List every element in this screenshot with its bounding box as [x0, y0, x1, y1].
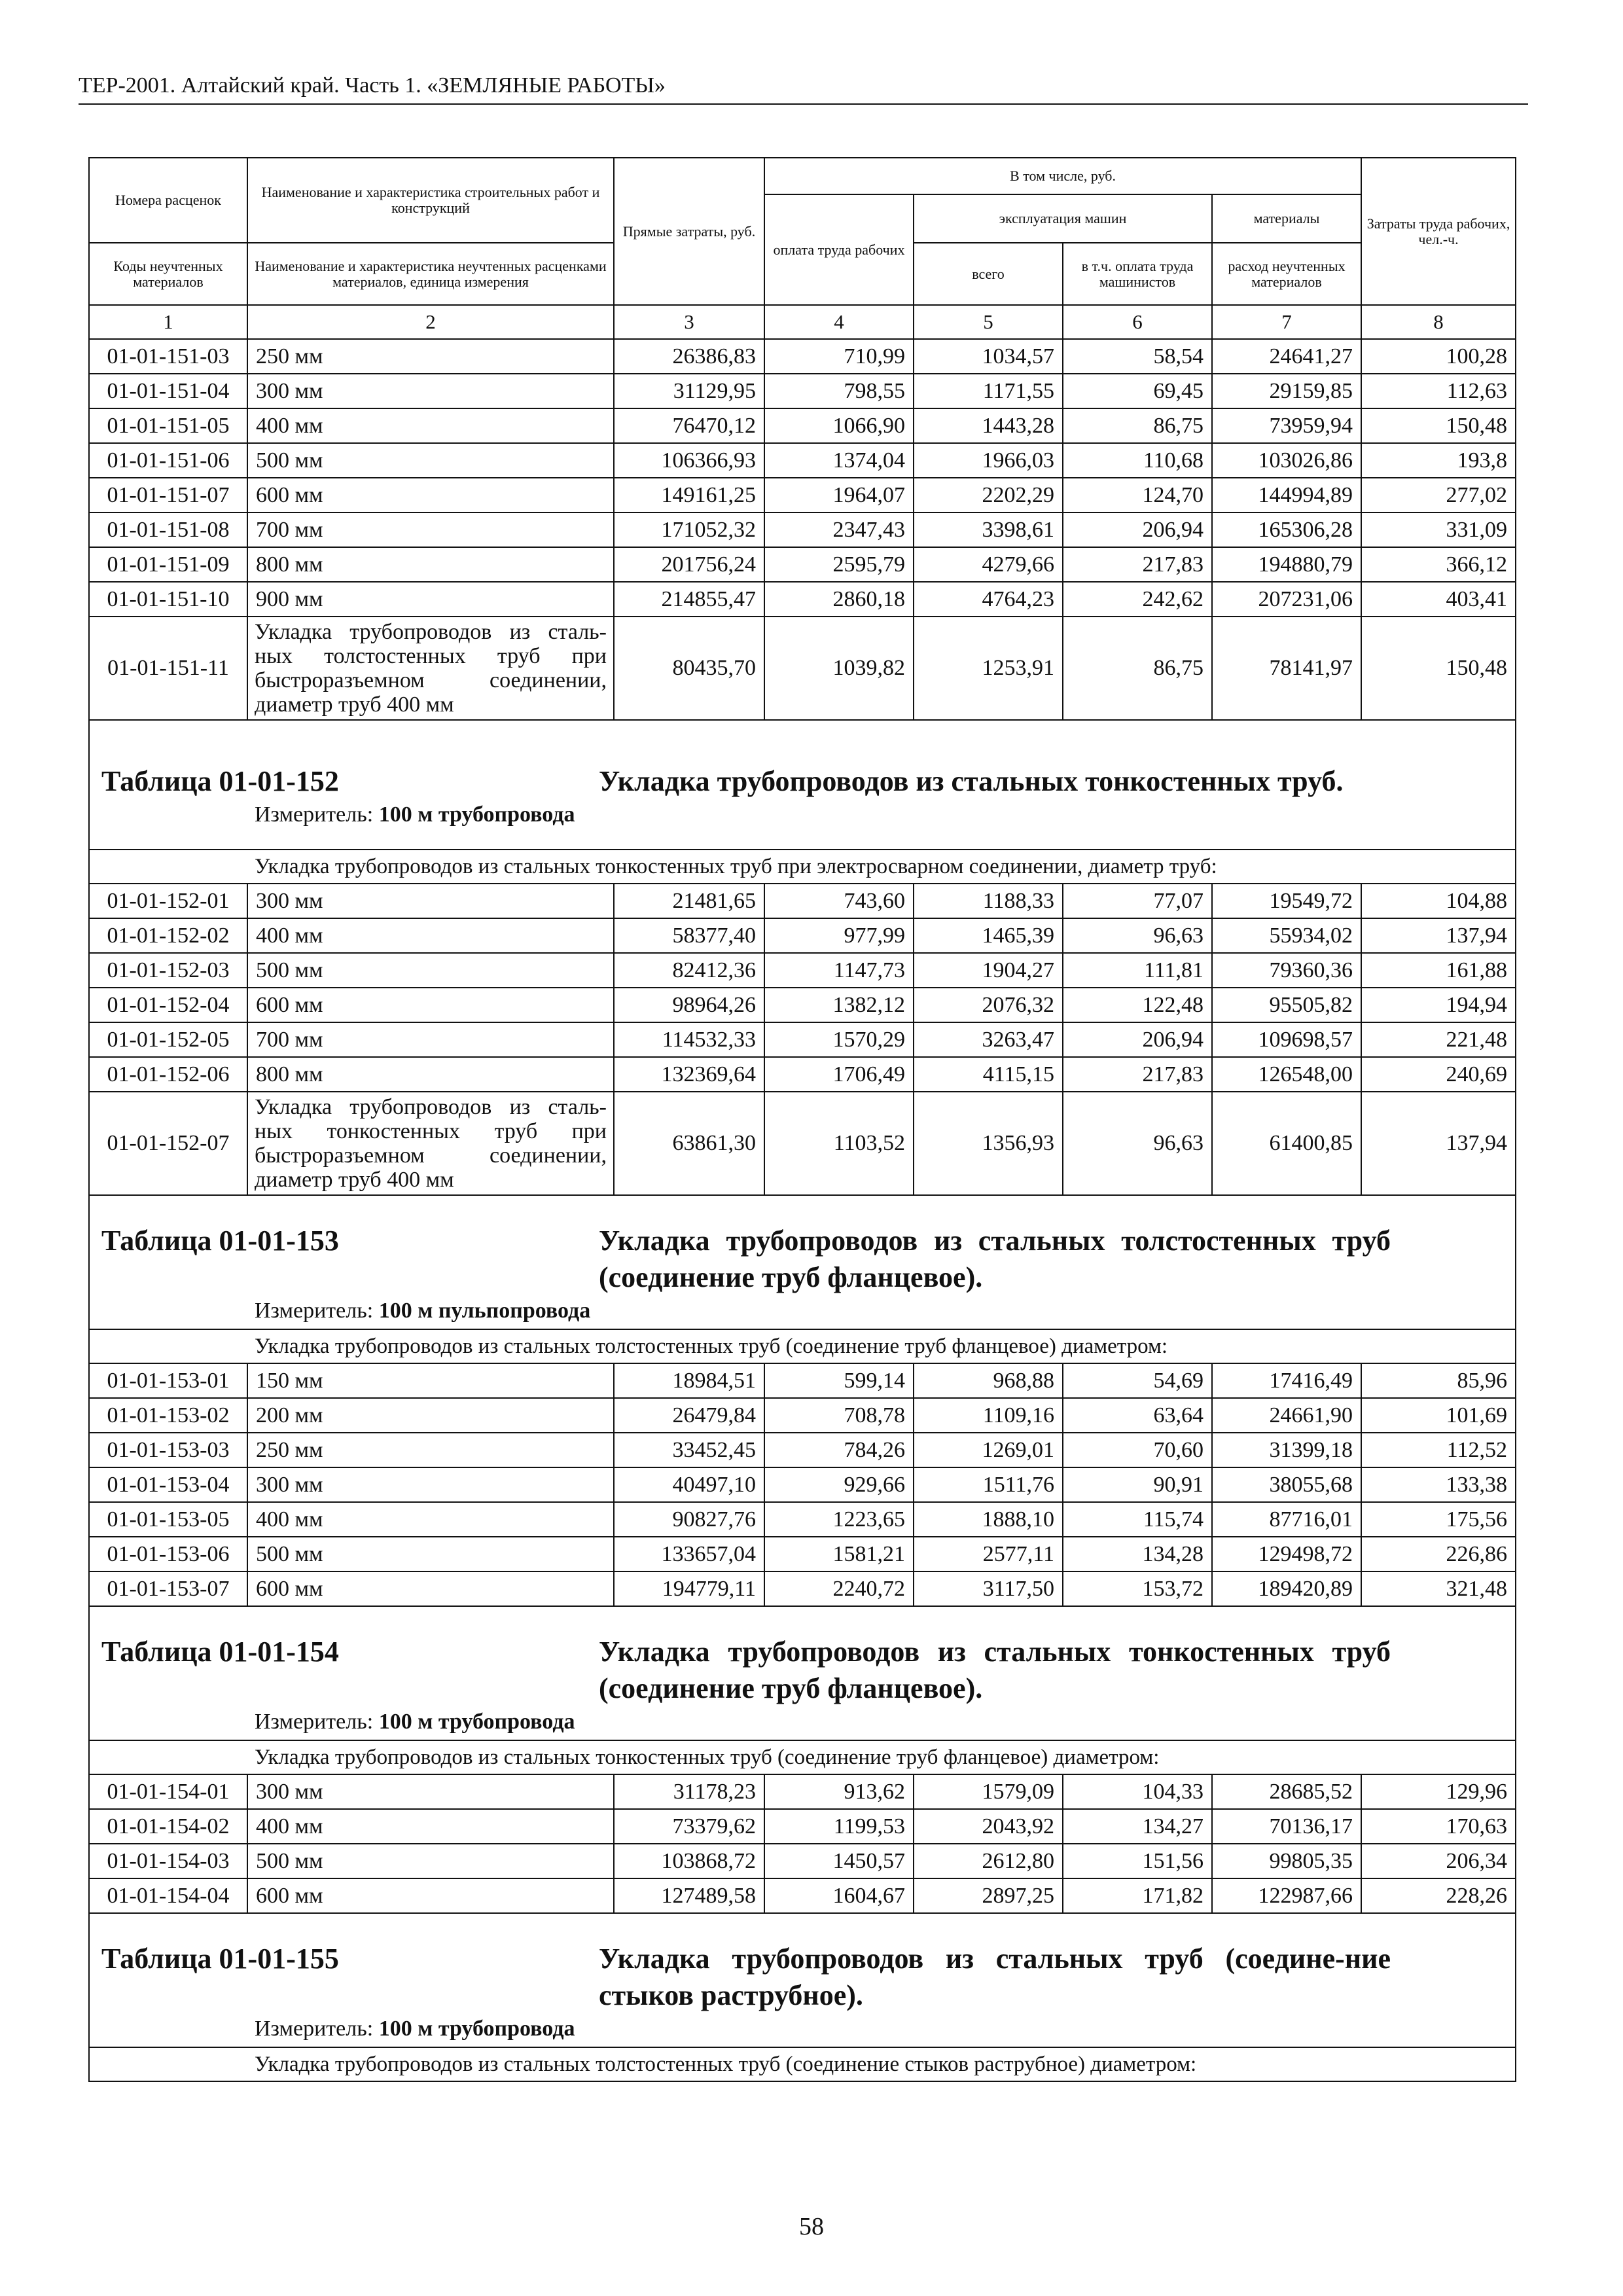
- rate-code-cell: 01-01-152-07: [89, 1092, 247, 1195]
- machines-total-cell: 4764,23: [914, 582, 1063, 617]
- table-row: [89, 339, 1516, 374]
- measure-label: Измеритель:: [255, 1709, 374, 1734]
- direct-costs-cell: 214855,47: [614, 582, 764, 617]
- machines-total-cell: 1904,27: [914, 953, 1063, 988]
- worker-pay-cell: 1450,57: [764, 1844, 914, 1878]
- table-row: [89, 1022, 1516, 1057]
- direct-costs-cell: 31129,95: [614, 374, 764, 408]
- work-name-cell: 150 мм: [247, 1363, 614, 1398]
- operator-pay-cell: 153,72: [1063, 1571, 1212, 1606]
- operator-pay-cell: 86,75: [1063, 617, 1212, 720]
- worker-pay-cell: 977,99: [764, 918, 914, 953]
- materials-cost-cell: 99805,35: [1212, 1844, 1361, 1878]
- table-row: [89, 408, 1516, 443]
- labor-hours-cell: 112,52: [1361, 1433, 1516, 1467]
- worker-pay-cell: 1223,65: [764, 1502, 914, 1537]
- rate-code-cell: 01-01-154-01: [89, 1774, 247, 1809]
- labor-hours-cell: 112,63: [1361, 374, 1516, 408]
- labor-hours-cell: 150,48: [1361, 617, 1516, 720]
- rows-153: [89, 1363, 1516, 1606]
- work-name-cell: Укладка трубопроводов из сталь-ных толстостенных труб при быстроразъемном соединении, диаметр труб 400 мм: [247, 617, 614, 720]
- machines-total-cell: 2076,32: [914, 988, 1063, 1022]
- table-row: [89, 1878, 1516, 1913]
- table-row: [89, 884, 1516, 918]
- table-155-group-heading: Укладка трубопроводов из стальных толстостенных труб (соединение стыков раструбное) диаметром:: [89, 2047, 1516, 2081]
- rate-code-cell: 01-01-154-03: [89, 1844, 247, 1878]
- col-number: 8: [1361, 305, 1516, 339]
- materials-cost-cell: 144994,89: [1212, 478, 1361, 512]
- worker-pay-cell: 798,55: [764, 374, 914, 408]
- materials-cost-cell: 126548,00: [1212, 1057, 1361, 1092]
- work-name-cell: 300 мм: [247, 884, 614, 918]
- work-name-cell: 300 мм: [247, 1467, 614, 1502]
- machines-total-cell: 3263,47: [914, 1022, 1063, 1057]
- machines-total-cell: 1443,28: [914, 408, 1063, 443]
- col-number: 5: [914, 305, 1063, 339]
- machines-total-cell: 4279,66: [914, 547, 1063, 582]
- machines-total-cell: 3398,61: [914, 512, 1063, 547]
- work-name-cell: 700 мм: [247, 512, 614, 547]
- direct-costs-cell: 82412,36: [614, 953, 764, 988]
- labor-hours-cell: 104,88: [1361, 884, 1516, 918]
- operator-pay-cell: 242,62: [1063, 582, 1212, 617]
- worker-pay-cell: 1039,82: [764, 617, 914, 720]
- rate-code-cell: 01-01-154-02: [89, 1809, 247, 1844]
- header-worker-pay: оплата труда рабочих: [764, 194, 914, 305]
- direct-costs-cell: 63861,30: [614, 1092, 764, 1195]
- labor-hours-cell: 193,8: [1361, 443, 1516, 478]
- materials-cost-cell: 207231,06: [1212, 582, 1361, 617]
- price-table: [88, 157, 1516, 2082]
- machines-total-cell: 1579,09: [914, 1774, 1063, 1809]
- materials-cost-cell: 73959,94: [1212, 408, 1361, 443]
- direct-costs-cell: 40497,10: [614, 1467, 764, 1502]
- operator-pay-cell: 104,33: [1063, 1774, 1212, 1809]
- materials-cost-cell: 55934,02: [1212, 918, 1361, 953]
- labor-hours-cell: 161,88: [1361, 953, 1516, 988]
- materials-cost-cell: 24661,90: [1212, 1398, 1361, 1433]
- labor-hours-cell: 150,48: [1361, 408, 1516, 443]
- work-name-cell: 600 мм: [247, 1571, 614, 1606]
- direct-costs-cell: 26386,83: [614, 339, 764, 374]
- measure-value: 100 м трубопровода: [378, 2016, 575, 2041]
- table-152-measure: [90, 800, 1515, 831]
- materials-cost-cell: 29159,85: [1212, 374, 1361, 408]
- work-name-cell: 400 мм: [247, 408, 614, 443]
- direct-costs-cell: 31178,23: [614, 1774, 764, 1809]
- direct-costs-cell: 58377,40: [614, 918, 764, 953]
- labor-hours-cell: 170,63: [1361, 1809, 1516, 1844]
- machines-total-cell: 4115,15: [914, 1057, 1063, 1092]
- header-material-names: Наименование и характеристика неучтенных расценками материалов, единица измерения: [247, 243, 614, 305]
- direct-costs-cell: 106366,93: [614, 443, 764, 478]
- operator-pay-cell: 217,83: [1063, 1057, 1212, 1092]
- machines-total-cell: 1188,33: [914, 884, 1063, 918]
- machines-total-cell: 1269,01: [914, 1433, 1063, 1467]
- col-number: 7: [1212, 305, 1361, 339]
- table-153-description: Укладка трубопроводов из стальных толстостенных труб (соединение труб фланцевое).: [599, 1224, 1391, 1293]
- machines-total-cell: 1511,76: [914, 1467, 1063, 1502]
- operator-pay-cell: 69,45: [1063, 374, 1212, 408]
- work-name-cell: 400 мм: [247, 1502, 614, 1537]
- labor-hours-cell: 206,34: [1361, 1844, 1516, 1878]
- machines-total-cell: 1109,16: [914, 1398, 1063, 1433]
- rate-code-cell: 01-01-152-01: [89, 884, 247, 918]
- measure-label: Измеритель:: [255, 2016, 374, 2041]
- worker-pay-cell: 2595,79: [764, 547, 914, 582]
- operator-pay-cell: 171,82: [1063, 1878, 1212, 1913]
- table-row: [89, 1433, 1516, 1467]
- measure-label: Измеритель:: [255, 802, 374, 827]
- table-154-title: Таблица 01-01-154: [101, 1635, 339, 1668]
- work-name-cell: 700 мм: [247, 1022, 614, 1057]
- rate-code-cell: 01-01-152-04: [89, 988, 247, 1022]
- worker-pay-cell: 913,62: [764, 1774, 914, 1809]
- table-row: [89, 1809, 1516, 1844]
- worker-pay-cell: 599,14: [764, 1363, 914, 1398]
- table-row: [89, 1537, 1516, 1571]
- header-direct-costs: Прямые затраты, руб.: [614, 158, 764, 305]
- col-number: 4: [764, 305, 914, 339]
- materials-cost-cell: 70136,17: [1212, 1809, 1361, 1844]
- measure-value: 100 м трубопровода: [378, 802, 575, 827]
- header-rate-number: Номера расценок: [89, 158, 247, 243]
- rate-code-cell: 01-01-153-02: [89, 1398, 247, 1433]
- table-row: [89, 1467, 1516, 1502]
- rate-code-cell: 01-01-151-09: [89, 547, 247, 582]
- table-row: [89, 1398, 1516, 1433]
- operator-pay-cell: 115,74: [1063, 1502, 1212, 1537]
- running-header: ТЕР-2001. Алтайский край. Часть 1. «ЗЕМЛЯНЫЕ РАБОТЫ»: [79, 73, 1528, 105]
- work-name-cell: 500 мм: [247, 1537, 614, 1571]
- table-155-description: Укладка трубопроводов из стальных труб (соедине-ние стыков раструбное).: [599, 1942, 1391, 2011]
- table-row: [89, 1502, 1516, 1537]
- header-material-use: расход неучтенных материалов: [1212, 243, 1361, 305]
- machines-total-cell: 2897,25: [914, 1878, 1063, 1913]
- materials-cost-cell: 28685,52: [1212, 1774, 1361, 1809]
- worker-pay-cell: 1199,53: [764, 1809, 914, 1844]
- work-name-cell: 300 мм: [247, 374, 614, 408]
- labor-hours-cell: 221,48: [1361, 1022, 1516, 1057]
- worker-pay-cell: 929,66: [764, 1467, 914, 1502]
- table-153-section: [89, 1195, 1516, 1363]
- labor-hours-cell: 240,69: [1361, 1057, 1516, 1092]
- col-number: 2: [247, 305, 614, 339]
- rate-code-cell: 01-01-151-11: [89, 617, 247, 720]
- worker-pay-cell: 1103,52: [764, 1092, 914, 1195]
- direct-costs-cell: 90827,76: [614, 1502, 764, 1537]
- col-number: 6: [1063, 305, 1212, 339]
- operator-pay-cell: 77,07: [1063, 884, 1212, 918]
- header-materials: материалы: [1212, 194, 1361, 243]
- labor-hours-cell: 331,09: [1361, 512, 1516, 547]
- machines-total-cell: 2612,80: [914, 1844, 1063, 1878]
- materials-cost-cell: 78141,97: [1212, 617, 1361, 720]
- measure-value: 100 м пульпопровода: [378, 1298, 591, 1323]
- direct-costs-cell: 26479,84: [614, 1398, 764, 1433]
- worker-pay-cell: 1374,04: [764, 443, 914, 478]
- materials-cost-cell: 87716,01: [1212, 1502, 1361, 1537]
- worker-pay-cell: 1964,07: [764, 478, 914, 512]
- direct-costs-cell: 80435,70: [614, 617, 764, 720]
- labor-hours-cell: 85,96: [1361, 1363, 1516, 1398]
- page-number: 58: [799, 2213, 824, 2240]
- worker-pay-cell: 1570,29: [764, 1022, 914, 1057]
- labor-hours-cell: 277,02: [1361, 478, 1516, 512]
- direct-costs-cell: 33452,45: [614, 1433, 764, 1467]
- materials-cost-cell: 122987,66: [1212, 1878, 1361, 1913]
- table-154-measure: [90, 1707, 1515, 1738]
- table-152-title: Таблица 01-01-152: [101, 765, 339, 797]
- work-name-cell: 800 мм: [247, 547, 614, 582]
- direct-costs-cell: 73379,62: [614, 1809, 764, 1844]
- rate-code-cell: 01-01-151-06: [89, 443, 247, 478]
- table-154-group-heading: Укладка трубопроводов из стальных тонкостенных труб (соединение труб фланцевое) диаметром:: [89, 1740, 1516, 1774]
- worker-pay-cell: 784,26: [764, 1433, 914, 1467]
- work-name-cell: 250 мм: [247, 1433, 614, 1467]
- work-name-cell: 250 мм: [247, 339, 614, 374]
- operator-pay-cell: 90,91: [1063, 1467, 1212, 1502]
- header-including: В том числе, руб.: [764, 158, 1361, 194]
- materials-cost-cell: 38055,68: [1212, 1467, 1361, 1502]
- table-154-description: Укладка трубопроводов из стальных тонкостенных труб (соединение труб фланцевое).: [599, 1635, 1391, 1704]
- operator-pay-cell: 70,60: [1063, 1433, 1212, 1467]
- operator-pay-cell: 63,64: [1063, 1398, 1212, 1433]
- direct-costs-cell: 132369,64: [614, 1057, 764, 1092]
- operator-pay-cell: 206,94: [1063, 1022, 1212, 1057]
- work-name-cell: 500 мм: [247, 443, 614, 478]
- work-name-cell: 300 мм: [247, 1774, 614, 1809]
- header-labor-hours: Затраты труда рабочих, чел.-ч.: [1361, 158, 1516, 305]
- direct-costs-cell: 21481,65: [614, 884, 764, 918]
- worker-pay-cell: 1604,67: [764, 1878, 914, 1913]
- rate-code-cell: 01-01-151-04: [89, 374, 247, 408]
- operator-pay-cell: 217,83: [1063, 547, 1212, 582]
- table-152-description: Укладка трубопроводов из стальных тонкостенных труб.: [599, 765, 1344, 797]
- direct-costs-cell: 127489,58: [614, 1878, 764, 1913]
- labor-hours-cell: 137,94: [1361, 1092, 1516, 1195]
- labor-hours-cell: 194,94: [1361, 988, 1516, 1022]
- materials-cost-cell: 31399,18: [1212, 1433, 1361, 1467]
- rate-code-cell: 01-01-153-05: [89, 1502, 247, 1537]
- labor-hours-cell: 226,86: [1361, 1537, 1516, 1571]
- direct-costs-cell: 98964,26: [614, 988, 764, 1022]
- machines-total-cell: 1966,03: [914, 443, 1063, 478]
- col-number: 1: [89, 305, 247, 339]
- materials-cost-cell: 103026,86: [1212, 443, 1361, 478]
- table-row: [89, 1571, 1516, 1606]
- direct-costs-cell: 114532,33: [614, 1022, 764, 1057]
- work-name-cell: 600 мм: [247, 478, 614, 512]
- worker-pay-cell: 1706,49: [764, 1057, 914, 1092]
- worker-pay-cell: 2240,72: [764, 1571, 914, 1606]
- table-row: [89, 918, 1516, 953]
- rate-code-cell: 01-01-151-05: [89, 408, 247, 443]
- machines-total-cell: 2577,11: [914, 1537, 1063, 1571]
- materials-cost-cell: 109698,57: [1212, 1022, 1361, 1057]
- work-name-cell: 600 мм: [247, 1878, 614, 1913]
- direct-costs-cell: 103868,72: [614, 1844, 764, 1878]
- table-row: [89, 953, 1516, 988]
- worker-pay-cell: 1382,12: [764, 988, 914, 1022]
- worker-pay-cell: 2860,18: [764, 582, 914, 617]
- direct-costs-cell: 149161,25: [614, 478, 764, 512]
- labor-hours-cell: 366,12: [1361, 547, 1516, 582]
- operator-pay-cell: 96,63: [1063, 918, 1212, 953]
- rate-code-cell: 01-01-151-08: [89, 512, 247, 547]
- table-154-section: [89, 1606, 1516, 1774]
- measure-label: Измеритель:: [255, 1298, 374, 1323]
- materials-cost-cell: 79360,36: [1212, 953, 1361, 988]
- rate-code-cell: 01-01-154-04: [89, 1878, 247, 1913]
- table-155-title: Таблица 01-01-155: [101, 1942, 339, 1975]
- rows-154: [89, 1774, 1516, 1913]
- machines-total-cell: 1171,55: [914, 374, 1063, 408]
- machines-total-cell: 3117,50: [914, 1571, 1063, 1606]
- operator-pay-cell: 111,81: [1063, 953, 1212, 988]
- rate-code-cell: 01-01-153-06: [89, 1537, 247, 1571]
- work-name-cell: 200 мм: [247, 1398, 614, 1433]
- operator-pay-cell: 134,28: [1063, 1537, 1212, 1571]
- machines-total-cell: 2043,92: [914, 1809, 1063, 1844]
- labor-hours-cell: 101,69: [1361, 1398, 1516, 1433]
- table-row: [89, 582, 1516, 617]
- work-name-cell: 500 мм: [247, 1844, 614, 1878]
- labor-hours-cell: 133,38: [1361, 1467, 1516, 1502]
- table-row: [89, 443, 1516, 478]
- table-155-section: [89, 1913, 1516, 2081]
- operator-pay-cell: 110,68: [1063, 443, 1212, 478]
- materials-cost-cell: 95505,82: [1212, 988, 1361, 1022]
- materials-cost-cell: 194880,79: [1212, 547, 1361, 582]
- table-153-group-heading: Укладка трубопроводов из стальных толстостенных труб (соединение труб фланцевое) диаметром:: [89, 1329, 1516, 1363]
- rows-152: [89, 884, 1516, 1195]
- rate-code-cell: 01-01-152-03: [89, 953, 247, 988]
- direct-costs-cell: 133657,04: [614, 1537, 764, 1571]
- table-row: [89, 547, 1516, 582]
- operator-pay-cell: 206,94: [1063, 512, 1212, 547]
- rate-code-cell: 01-01-153-04: [89, 1467, 247, 1502]
- header-work-name: Наименование и характеристика строительных работ и конструкций: [247, 158, 614, 243]
- machines-total-cell: 1356,93: [914, 1092, 1063, 1195]
- machines-total-cell: 1465,39: [914, 918, 1063, 953]
- rate-code-cell: 01-01-151-03: [89, 339, 247, 374]
- table-152-section: [89, 720, 1516, 884]
- col-number: 3: [614, 305, 764, 339]
- operator-pay-cell: 58,54: [1063, 339, 1212, 374]
- materials-cost-cell: 17416,49: [1212, 1363, 1361, 1398]
- work-name-cell: Укладка трубопроводов из сталь-ных тонкостенных труб при быстроразъемном соединении, диаметр труб 400 мм: [247, 1092, 614, 1195]
- operator-pay-cell: 151,56: [1063, 1844, 1212, 1878]
- table-row: [89, 512, 1516, 547]
- measure-value: 100 м трубопровода: [378, 1709, 575, 1734]
- table-153-measure: [90, 1296, 1515, 1327]
- machines-total-cell: 1034,57: [914, 339, 1063, 374]
- work-name-cell: 400 мм: [247, 1809, 614, 1844]
- table-row: [89, 374, 1516, 408]
- materials-cost-cell: 19549,72: [1212, 884, 1361, 918]
- rate-code-cell: 01-01-153-03: [89, 1433, 247, 1467]
- work-name-cell: 800 мм: [247, 1057, 614, 1092]
- operator-pay-cell: 96,63: [1063, 1092, 1212, 1195]
- machines-total-cell: 968,88: [914, 1363, 1063, 1398]
- operator-pay-cell: 54,69: [1063, 1363, 1212, 1398]
- work-name-cell: 500 мм: [247, 953, 614, 988]
- table-155-measure: [90, 2014, 1515, 2045]
- work-name-cell: 900 мм: [247, 582, 614, 617]
- table-row: [89, 1092, 1516, 1195]
- materials-cost-cell: 165306,28: [1212, 512, 1361, 547]
- machines-total-cell: 2202,29: [914, 478, 1063, 512]
- materials-cost-cell: 61400,85: [1212, 1092, 1361, 1195]
- rate-code-cell: 01-01-151-07: [89, 478, 247, 512]
- worker-pay-cell: 1066,90: [764, 408, 914, 443]
- rate-code-cell: 01-01-153-01: [89, 1363, 247, 1398]
- table-row: [89, 478, 1516, 512]
- machines-total-cell: 1253,91: [914, 617, 1063, 720]
- header-machines: эксплуатация машин: [914, 194, 1212, 243]
- table-row: [89, 617, 1516, 720]
- table-153-title: Таблица 01-01-153: [101, 1224, 339, 1257]
- machines-total-cell: 1888,10: [914, 1502, 1063, 1537]
- direct-costs-cell: 194779,11: [614, 1571, 764, 1606]
- worker-pay-cell: 1147,73: [764, 953, 914, 988]
- labor-hours-cell: 228,26: [1361, 1878, 1516, 1913]
- direct-costs-cell: 76470,12: [614, 408, 764, 443]
- operator-pay-cell: 124,70: [1063, 478, 1212, 512]
- worker-pay-cell: 708,78: [764, 1398, 914, 1433]
- work-name-cell: 400 мм: [247, 918, 614, 953]
- header-material-codes: Коды неучтенных материалов: [89, 243, 247, 305]
- labor-hours-cell: 321,48: [1361, 1571, 1516, 1606]
- rate-code-cell: 01-01-152-05: [89, 1022, 247, 1057]
- table-152-group-heading: Укладка трубопроводов из стальных тонкостенных труб при электросварном соединении, диаметр труб:: [89, 850, 1516, 884]
- work-name-cell: 600 мм: [247, 988, 614, 1022]
- header-machines-total: всего: [914, 243, 1063, 305]
- worker-pay-cell: 710,99: [764, 339, 914, 374]
- labor-hours-cell: 137,94: [1361, 918, 1516, 953]
- table-row: [89, 1844, 1516, 1878]
- materials-cost-cell: 189420,89: [1212, 1571, 1361, 1606]
- operator-pay-cell: 86,75: [1063, 408, 1212, 443]
- materials-cost-cell: 129498,72: [1212, 1537, 1361, 1571]
- header-operator-pay: в т.ч. оплата труда машинистов: [1063, 243, 1212, 305]
- direct-costs-cell: 171052,32: [614, 512, 764, 547]
- operator-pay-cell: 122,48: [1063, 988, 1212, 1022]
- materials-cost-cell: 24641,27: [1212, 339, 1361, 374]
- rate-code-cell: 01-01-152-06: [89, 1057, 247, 1092]
- direct-costs-cell: 201756,24: [614, 547, 764, 582]
- rate-code-cell: 01-01-153-07: [89, 1571, 247, 1606]
- worker-pay-cell: 1581,21: [764, 1537, 914, 1571]
- table-row: [89, 988, 1516, 1022]
- labor-hours-cell: 100,28: [1361, 339, 1516, 374]
- labor-hours-cell: 403,41: [1361, 582, 1516, 617]
- table-row: [89, 1774, 1516, 1809]
- operator-pay-cell: 134,27: [1063, 1809, 1212, 1844]
- worker-pay-cell: 743,60: [764, 884, 914, 918]
- worker-pay-cell: 2347,43: [764, 512, 914, 547]
- labor-hours-cell: 175,56: [1361, 1502, 1516, 1537]
- rows-151: [89, 339, 1516, 720]
- labor-hours-cell: 129,96: [1361, 1774, 1516, 1809]
- rate-code-cell: 01-01-151-10: [89, 582, 247, 617]
- rate-code-cell: 01-01-152-02: [89, 918, 247, 953]
- table-row: [89, 1057, 1516, 1092]
- table-row: [89, 1363, 1516, 1398]
- direct-costs-cell: 18984,51: [614, 1363, 764, 1398]
